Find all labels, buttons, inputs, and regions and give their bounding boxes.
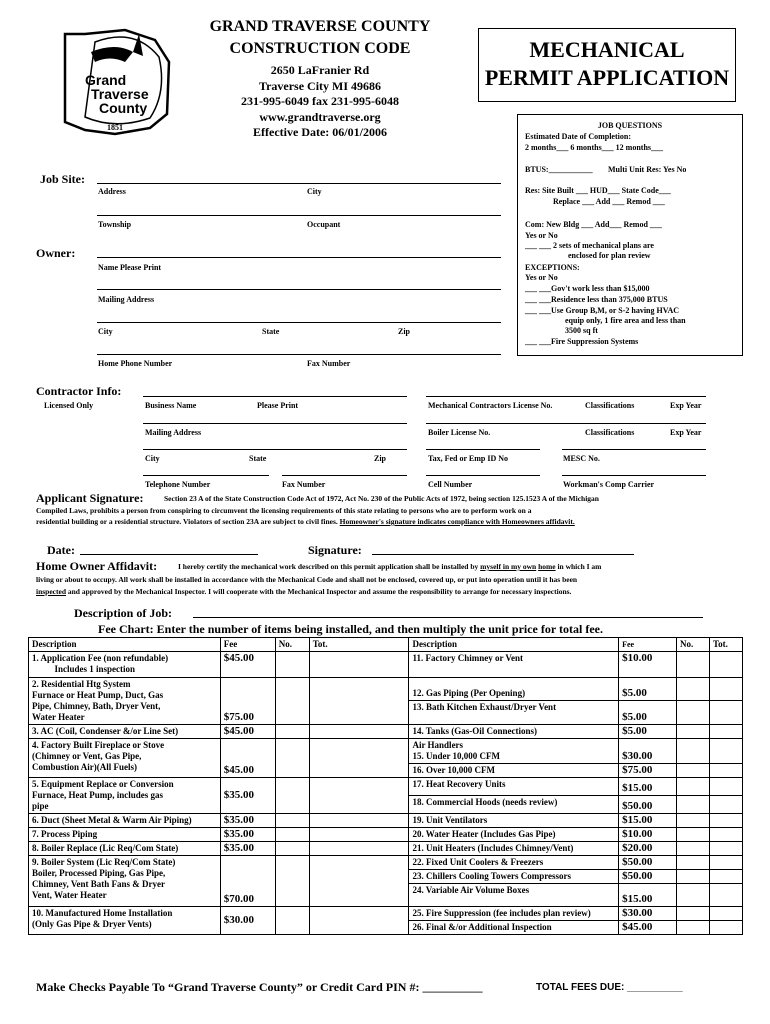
fee-desc-24: 24. Variable Air Volume Boxes	[409, 884, 619, 907]
fee-price-6: $35.00	[220, 814, 275, 828]
affidavit-text-3a: and approved by the Mechanical Inspector. I will cooperate with the Mechanical Inspector and assume the responsibility to arrange for necessary inspections.	[66, 587, 572, 596]
fee-tot-11[interactable]	[709, 652, 742, 678]
fee-price-25: $30.00	[619, 907, 677, 921]
fee-tot-1[interactable]	[309, 652, 409, 678]
licensed-only-label: Licensed Only	[44, 401, 94, 410]
res-options-2[interactable]: Replace ___ Add ___ Remod ___	[553, 197, 665, 206]
tax-id-label: Tax, Fed or Emp ID No	[428, 454, 509, 463]
affidavit-underline-inspected: inspected	[36, 587, 66, 596]
fee-tot-25[interactable]	[709, 907, 742, 921]
logo-year: 1851	[107, 123, 123, 132]
fee-tot-15[interactable]	[709, 739, 742, 764]
exp-year-label-2: Exp Year	[670, 428, 702, 437]
owner-name-line[interactable]	[97, 257, 501, 258]
homeowner-compliance-note: Homeowner's signature indicates compliance with Homeowners affidavit.	[339, 517, 575, 526]
exception-use-group-2: equip only, 1 fire area and less than	[565, 316, 686, 325]
fee-desc-2	[29, 678, 221, 725]
fee-no-19[interactable]	[677, 814, 710, 828]
fee-desc-26: 26. Final &/or Additional Inspection	[409, 921, 619, 935]
business-name-label: Business Name	[145, 401, 197, 410]
fee-price-20: $10.00	[619, 828, 677, 842]
cell-label: Cell Number	[428, 480, 473, 489]
applicant-signature-label: Applicant Signature:	[36, 491, 144, 505]
org-website: www.grandtraverse.org	[259, 110, 381, 124]
fee-tot-2[interactable]	[309, 678, 409, 725]
fee-tot-16[interactable]	[709, 764, 742, 778]
owner-fax-label: Fax Number	[307, 359, 351, 368]
contractor-taxid-line[interactable]	[426, 449, 540, 450]
fee-price-4: $45.00	[220, 739, 275, 778]
fee-desc-10	[29, 907, 221, 935]
fee-tot-19[interactable]	[709, 814, 742, 828]
fee-tot-3[interactable]	[309, 725, 409, 739]
fee-price-24: $15.00	[619, 884, 677, 907]
fee-tot-7[interactable]	[309, 828, 409, 842]
logo-text-county: County	[99, 100, 148, 116]
job-questions-box	[517, 114, 743, 356]
org-dept: CONSTRUCTION CODE	[229, 40, 411, 57]
fee-price-8: $35.00	[220, 842, 275, 856]
fee-no-24[interactable]	[677, 884, 710, 907]
fee-no-2[interactable]	[275, 678, 309, 725]
fee-desc-12: 12. Gas Piping (Per Opening)	[409, 678, 619, 701]
fee-desc-15	[409, 739, 619, 764]
fee-no-4[interactable]	[275, 739, 309, 778]
contractor-zip-label: Zip	[374, 454, 387, 463]
exp-year-label-1: Exp Year	[670, 401, 702, 410]
job-site-occupant-label: Occupant	[307, 220, 341, 229]
fee-no-25[interactable]	[677, 907, 710, 921]
owner-phone-label: Home Phone Number	[98, 359, 173, 368]
payable-instructions: Make Checks Payable To “Grand Traverse County” or Credit Card PIN #: __________	[36, 980, 483, 994]
exception-govt[interactable]: ___ ___Gov't work less than $15,000	[525, 284, 650, 293]
applicant-legal-text-3	[36, 517, 575, 526]
fee-desc-line: 4. Factory Built Fireplace or Stove	[32, 740, 165, 750]
fee-price-19: $15.00	[619, 814, 677, 828]
please-print-label: Please Print	[257, 401, 299, 410]
table-row	[29, 856, 743, 870]
fee-no-18[interactable]	[677, 796, 710, 814]
fee-price-11: $10.00	[619, 652, 677, 678]
fee-no-5[interactable]	[275, 778, 309, 814]
applicant-legal-text-1: Section 23 A of the State Construction Code Act of 1972, Act No. 230 of the Public Acts of 1972, being section 125.1523 A of the Michigan	[164, 494, 599, 503]
fee-tot-17[interactable]	[709, 778, 742, 796]
com-options[interactable]: Com: New Bldg ___ Add___ Remod ___	[525, 220, 662, 229]
fee-no-8[interactable]	[275, 842, 309, 856]
applicant-legal-text-3a: residential building or a residential structure. Violators of section 23A are subject to civil fines.	[36, 517, 338, 526]
fee-desc-line: 10. Manufactured Home Installation	[32, 908, 173, 918]
owner-phone-line[interactable]	[97, 354, 501, 355]
job-site-township-line[interactable]	[97, 215, 501, 216]
fee-price-5: $35.00	[220, 778, 275, 814]
fee-desc-line: Includes 1 inspection	[32, 664, 136, 674]
owner-city-line[interactable]	[97, 322, 501, 323]
col-description-right: Description	[409, 638, 619, 652]
affidavit-text-1a: I hereby certify the mechanical work described on this permit application shall be installed by	[178, 562, 481, 571]
fee-desc-line: Vent, Water Heater	[32, 890, 107, 900]
fee-desc-line: Furnace, Heat Pump, includes gas	[32, 790, 164, 800]
fee-tot-10[interactable]	[309, 907, 409, 935]
fee-price-2: $75.00	[220, 678, 275, 725]
fee-price-14: $5.00	[619, 725, 677, 739]
owner-mailing-line[interactable]	[97, 289, 501, 290]
fee-chart-title: Fee Chart: Enter the number of items being installed, and then multiply the unit price for total fee.	[98, 622, 603, 636]
contractor-mailing-label: Mailing Address	[145, 428, 202, 437]
contractor-comp-line[interactable]	[562, 475, 706, 476]
fee-table-header	[29, 638, 743, 652]
fee-no-13[interactable]	[677, 701, 710, 725]
fee-tot-20[interactable]	[709, 828, 742, 842]
fee-no-10[interactable]	[275, 907, 309, 935]
logo-text-traverse: Traverse	[91, 86, 149, 102]
fee-price-22: $50.00	[619, 856, 677, 870]
job-site-label: Job Site:	[40, 172, 85, 186]
fee-price-23: $50.00	[619, 870, 677, 884]
contractor-fax-line[interactable]	[282, 475, 407, 476]
contractor-state-label: State	[249, 454, 267, 463]
contractor-city-line[interactable]	[143, 449, 407, 450]
boiler-license-label: Boiler License No.	[428, 428, 491, 437]
contractor-mesc-line[interactable]	[562, 449, 706, 450]
exception-fire[interactable]: ___ ___Fire Suppression Systems	[525, 337, 639, 346]
fee-desc-line: pipe	[32, 801, 49, 811]
contractor-mailing-line[interactable]	[143, 423, 407, 424]
fee-desc-11: 11. Factory Chimney or Vent	[409, 652, 619, 678]
job-questions-heading: JOB QUESTIONS	[597, 121, 663, 130]
plans-text: enclosed for plan review	[568, 251, 651, 260]
fee-desc-21: 21. Unit Heaters (Includes Chimney/Vent)	[409, 842, 619, 856]
fee-tot-22[interactable]	[709, 856, 742, 870]
fee-desc-line: Water Heater	[32, 712, 85, 722]
completion-options[interactable]: 2 months___ 6 months___ 12 months___	[525, 143, 664, 152]
table-row	[29, 907, 743, 921]
title-line1: MECHANICAL	[529, 37, 685, 62]
fee-tot-24[interactable]	[709, 884, 742, 907]
fee-tot-21[interactable]	[709, 842, 742, 856]
plans-checkbox[interactable]: ___ ___ 2 sets of mechanical plans are	[525, 241, 654, 250]
fee-desc-line: 5. Equipment Replace or Conversion	[32, 779, 174, 789]
fee-price-3: $45.00	[220, 725, 275, 739]
fee-price-18: $50.00	[619, 796, 677, 814]
owner-state-label: State	[262, 327, 280, 336]
contractor-boiler-line[interactable]	[426, 423, 706, 424]
fee-tot-13[interactable]	[709, 701, 742, 725]
affidavit-underline-myself: myself in my own	[480, 562, 537, 571]
fee-no-22[interactable]	[677, 856, 710, 870]
fee-desc-18: 18. Commercial Hoods (needs review)	[409, 796, 619, 814]
fee-desc-22: 22. Fixed Unit Coolers & Freezers	[409, 856, 619, 870]
job-description-line[interactable]	[193, 617, 703, 618]
classifications-label-2: Classifications	[585, 428, 635, 437]
fee-tot-14[interactable]	[709, 725, 742, 739]
fee-price-12: $5.00	[619, 678, 677, 701]
fee-no-15[interactable]	[677, 739, 710, 764]
exception-use-group-3: 3500 sq ft	[565, 326, 598, 335]
fee-desc-16: 16. Over 10,000 CFM	[409, 764, 619, 778]
affidavit-label: Home Owner Affidavit:	[36, 559, 158, 573]
fee-desc-line: (Only Gas Pipe & Dryer Vents)	[32, 919, 152, 929]
fee-desc-line: Chimney, Vent Bath Fans & Dryer	[32, 879, 166, 889]
county-logo	[55, 22, 175, 140]
org-address: 2650 LaFranier Rd	[270, 63, 370, 77]
table-row	[29, 778, 743, 796]
fee-price-21: $20.00	[619, 842, 677, 856]
completion-label: Estimated Date of Completion:	[525, 132, 631, 141]
table-row	[29, 739, 743, 764]
fee-desc-line: Furnace or Heat Pump, Duct, Gas	[32, 690, 164, 700]
fee-desc-line: 9. Boiler System (Lic Req/Com State)	[32, 857, 176, 867]
col-no-right: No.	[677, 638, 710, 652]
fee-no-1[interactable]	[275, 652, 309, 678]
fee-desc-line: Boiler, Processed Piping, Gas Pipe,	[32, 868, 166, 878]
affidavit-text-3	[36, 587, 571, 596]
contractor-label: Contractor Info:	[36, 384, 122, 398]
fee-no-14[interactable]	[677, 725, 710, 739]
fee-price-13: $5.00	[619, 701, 677, 725]
fee-no-26[interactable]	[677, 921, 710, 935]
owner-zip-label: Zip	[398, 327, 411, 336]
fee-desc-3: 3. AC (Coil, Condenser &/or Line Set)	[29, 725, 221, 739]
job-site-address-label: Address	[98, 187, 126, 196]
affidavit-text-2: living or about to occupy. All work shall be installed in accordance with the Mechanical Code and shall not be enclosed, covered up, or put into operation until it has been	[36, 575, 578, 584]
exception-residence[interactable]: ___ ___Residence less than 375,000 BTUS	[525, 295, 668, 304]
table-row	[29, 725, 743, 739]
job-site-township-label: Township	[98, 220, 132, 229]
fee-desc-line: 1. Application Fee (non refundable)	[32, 653, 169, 663]
fee-tot-18[interactable]	[709, 796, 742, 814]
fee-no-11[interactable]	[677, 652, 710, 678]
owner-label: Owner:	[36, 246, 76, 260]
table-row	[29, 652, 743, 678]
table-row	[29, 842, 743, 856]
fee-no-3[interactable]	[275, 725, 309, 739]
total-fees-due: TOTAL FEES DUE: __________	[536, 982, 683, 993]
col-fee-right: Fee	[619, 638, 677, 652]
fee-desc-4	[29, 739, 221, 778]
fee-no-9[interactable]	[275, 856, 309, 907]
fee-price-7: $35.00	[220, 828, 275, 842]
fee-desc-6: 6. Duct (Sheet Metal & Warm Air Piping)	[29, 814, 221, 828]
multi-unit-res[interactable]: Multi Unit Res: Yes No	[608, 165, 687, 174]
affidavit-text-1b: in which I am	[555, 562, 602, 571]
fee-no-21[interactable]	[677, 842, 710, 856]
fee-no-20[interactable]	[677, 828, 710, 842]
fee-price-26: $45.00	[619, 921, 677, 935]
fee-desc-23: 23. Chillers Cooling Towers Compressors	[409, 870, 619, 884]
fee-desc-7: 7. Process Piping	[29, 828, 221, 842]
org-phones: 231-995-6049 fax 231-995-6048	[241, 94, 399, 108]
logo-text-grand: Grand	[85, 72, 127, 88]
classifications-label-1: Classifications	[585, 401, 635, 410]
owner-name-label: Name Please Print	[98, 263, 162, 272]
affidavit-underline-home: home	[538, 562, 556, 571]
fee-no-6[interactable]	[275, 814, 309, 828]
fee-desc-line: Combustion Air)(All Fuels)	[32, 762, 138, 772]
fee-no-23[interactable]	[677, 870, 710, 884]
fee-desc-line: Pipe, Chimney, Bath, Dryer Vent,	[32, 701, 161, 711]
col-tot-left: Tot.	[309, 638, 409, 652]
title-line2: PERMIT APPLICATION	[484, 65, 730, 90]
table-row	[29, 814, 743, 828]
contractor-license-line[interactable]	[426, 396, 706, 397]
fee-price-10: $30.00	[220, 907, 275, 935]
contractor-fax-label: Fax Number	[282, 480, 326, 489]
fee-tot-8[interactable]	[309, 842, 409, 856]
exception-use-group[interactable]: ___ ___Use Group B,M, or S-2 having HVAC	[525, 306, 680, 315]
fee-desc-19: 19. Unit Ventilators	[409, 814, 619, 828]
org-city: Traverse City MI 49686	[258, 79, 382, 93]
fee-price-9: $70.00	[220, 856, 275, 907]
fee-tot-6[interactable]	[309, 814, 409, 828]
exceptions-label: EXCEPTIONS:	[525, 263, 580, 272]
col-fee-left: Fee	[220, 638, 275, 652]
fee-desc-9	[29, 856, 221, 907]
signature-line[interactable]	[372, 554, 634, 555]
fee-desc-8: 8. Boiler Replace (Lic Req/Com State)	[29, 842, 221, 856]
yes-or-no-label: Yes or No	[525, 231, 558, 240]
fee-tot-5[interactable]	[309, 778, 409, 814]
fee-tot-4[interactable]	[309, 739, 409, 778]
fee-desc-14: 14. Tanks (Gas-Oil Connections)	[409, 725, 619, 739]
btus-field[interactable]: BTUS:___________	[525, 165, 593, 174]
contractor-business-line[interactable]	[143, 396, 407, 397]
yes-or-no-label-2: Yes or No	[525, 273, 558, 282]
air-handlers-label: Air Handlers	[412, 740, 464, 750]
table-row	[29, 678, 743, 701]
fee-tot-23[interactable]	[709, 870, 742, 884]
owner-city-label: City	[98, 327, 113, 336]
fee-tot-9[interactable]	[309, 856, 409, 907]
date-label: Date:	[47, 543, 75, 557]
owner-mailing-label: Mailing Address	[98, 295, 155, 304]
date-line[interactable]	[80, 554, 258, 555]
applicant-legal-text-2: Compiled Laws, prohibits a person from conspiring to circumvent the licensing requirements of this state relating to persons who are to perform work on a	[36, 506, 532, 515]
job-description-label: Description of Job:	[74, 606, 172, 620]
fee-desc-line: 2. Residential Htg System	[32, 679, 131, 689]
mech-license-label: Mechanical Contractors License No.	[428, 401, 553, 410]
fee-no-7[interactable]	[275, 828, 309, 842]
fee-price-16: $75.00	[619, 764, 677, 778]
col-description-left: Description	[29, 638, 221, 652]
contractor-phone-line[interactable]	[143, 475, 269, 476]
fee-desc-13: 13. Bath Kitchen Exhaust/Dryer Vent	[409, 701, 619, 725]
col-no-left: No.	[275, 638, 309, 652]
fee-desc-1	[29, 652, 221, 678]
telephone-label: Telephone Number	[145, 480, 211, 489]
fee-tot-26[interactable]	[709, 921, 742, 935]
fee-desc-line: (Chimney or Vent, Gas Pipe,	[32, 751, 142, 761]
res-options-1[interactable]: Res: Site Built ___ HUD___ State Code___	[525, 186, 671, 195]
fee-no-17[interactable]	[677, 778, 710, 796]
contractor-city-label: City	[145, 454, 160, 463]
fee-desc-20: 20. Water Heater (Includes Gas Pipe)	[409, 828, 619, 842]
fee-no-16[interactable]	[677, 764, 710, 778]
effective-date: Effective Date: 06/01/2006	[253, 125, 387, 139]
col-tot-right: Tot.	[709, 638, 742, 652]
fee-tot-12[interactable]	[709, 678, 742, 701]
fee-price-17: $15.00	[619, 778, 677, 796]
contractor-cell-line[interactable]	[426, 475, 540, 476]
workmans-comp-label: Workman's Comp Carrier	[563, 480, 655, 489]
signature-label: Signature:	[308, 543, 362, 557]
affidavit-text-1	[178, 562, 601, 571]
fee-price-15: $30.00	[619, 739, 677, 764]
fee-desc-25: 25. Fire Suppression (fee includes plan review)	[409, 907, 619, 921]
title-box	[478, 28, 736, 102]
fee-desc-5	[29, 778, 221, 814]
org-name: GRAND TRAVERSE COUNTY	[209, 18, 431, 35]
mesc-label: MESC No.	[563, 454, 600, 463]
fee-no-12[interactable]	[677, 678, 710, 701]
job-site-address-line[interactable]	[97, 183, 501, 184]
fee-table	[28, 637, 743, 935]
table-row	[29, 828, 743, 842]
fee-price-1: $45.00	[220, 652, 275, 678]
fee-desc-line: 15. Under 10,000 CFM	[412, 751, 501, 761]
job-site-city-label: City	[307, 187, 322, 196]
fee-desc-17: 17. Heat Recovery Units	[409, 778, 619, 796]
